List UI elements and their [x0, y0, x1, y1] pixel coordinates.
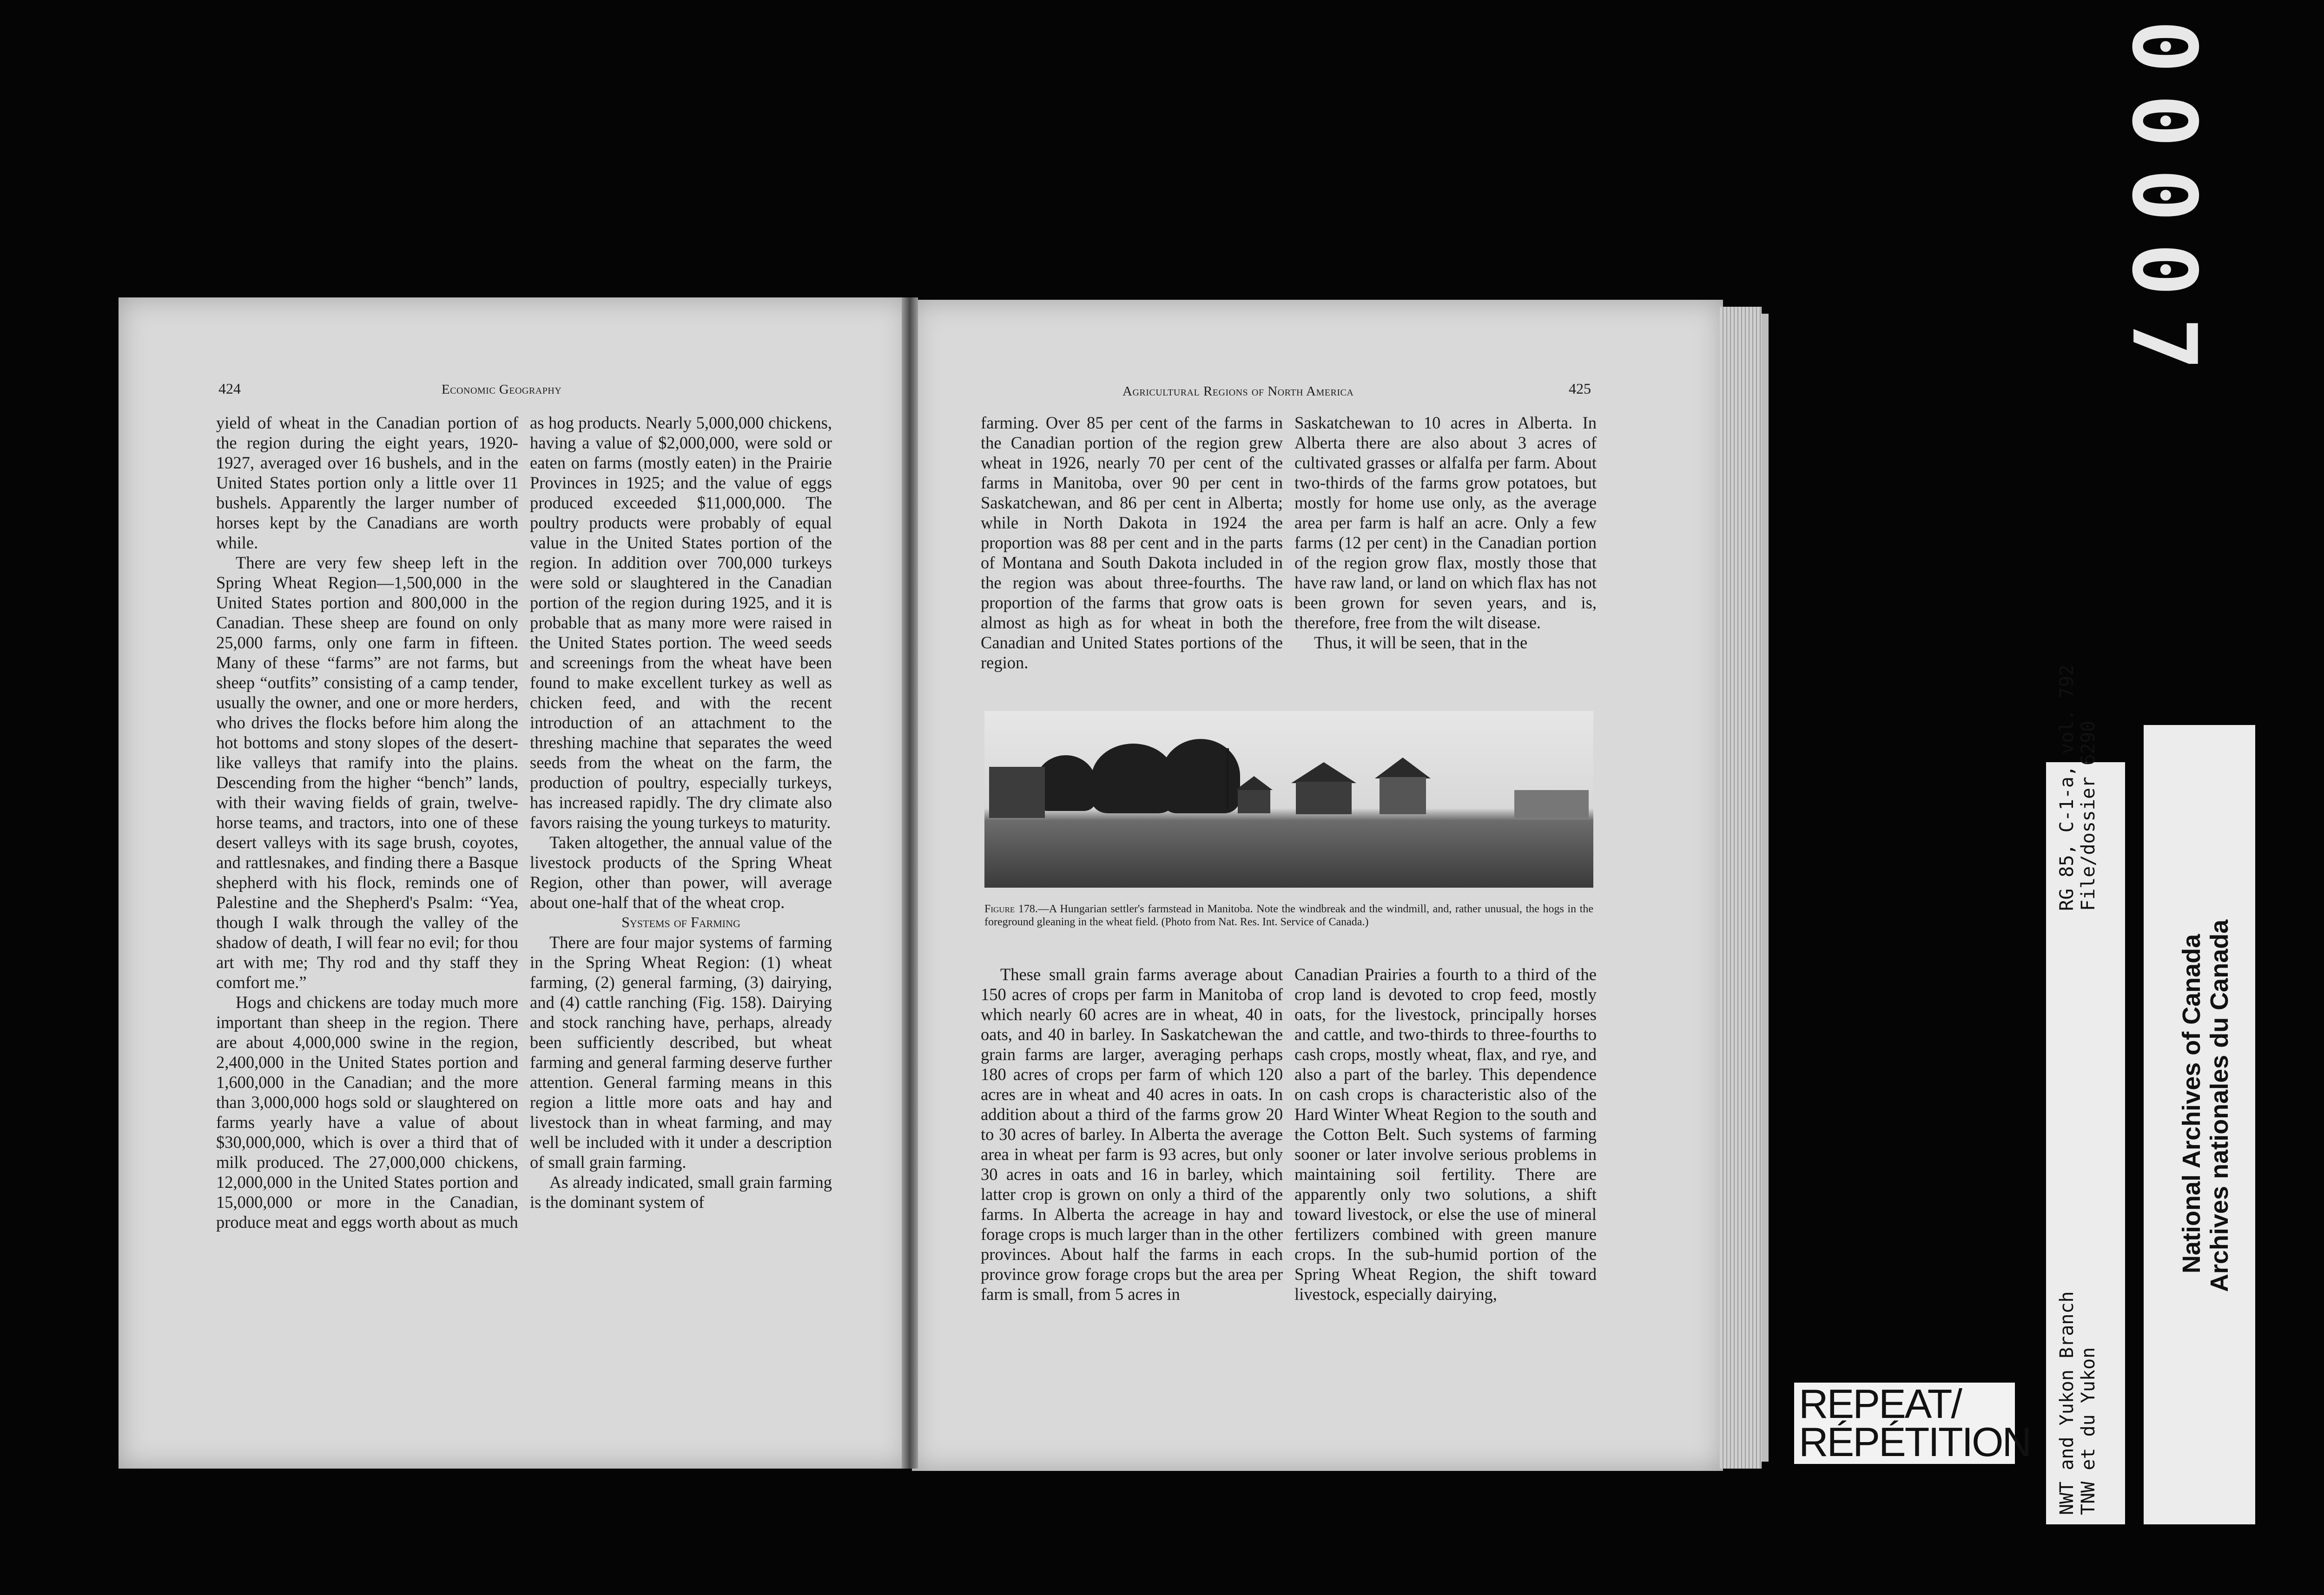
paragraph: These small grain farms average about 150 acres of crops per farm in Manitoba of which nearly 60 acres are in wheat, 40 in oats, and 40 in barley. In Saskatchewan the grain farms are larger, averaging perhaps 180 acres of crops per farm of which 120 acres are in wheat and 40 acres in oats. In addition about a third of the farms grow 20 to 30 acres of barley. In Alberta the average area in wheat per farm is 93 acres, but only 30 acres in oats and 16 in barley, which latter crop is grown on only a third of the farms. In Alberta the acreage in hay and forage crops is much larger than in the other provinces. About half the farms in each province grow forage crops but the area per farm is small, from 5 acres in: [981, 965, 1283, 1304]
book-page-edges: [1720, 307, 1762, 1469]
paragraph: Canadian Prairies a fourth to a third of the crop land is devoted to crop feed, mostly oats, for the livestock, principally horses and cattle, and two-thirds to three-fourths to cash crops, mostly wheat, flax, and rye, and also a part of the barley. This dependence on cash crops is characteristic also of the Hard Winter Wheat Region to the south and the Cotton Belt. Such systems of farming sooner or later involve serious problems in maintaining soil fertility. There are apparently only two solutions, a shift toward livestock, or else the use of mineral fertilizers combined with green manure crops. In the sub-humid portion of the Spring Wheat Region, the shift toward livestock, especially dairying,: [1294, 965, 1597, 1304]
right-page-number: 425: [1569, 380, 1591, 397]
caption-text: —A Hungarian settler's farmstead in Manitoba. Note the windbreak and the windmill, and, rather unusual, the hogs in the foreground gleaning in the wheat field. (Photo from Nat. Res. Int. Service of Canada.): [984, 903, 1593, 928]
paragraph: Saskatchewan to 10 acres in Alberta. In Alberta there are also about 3 acres of cultivated grasses or alfalfa per farm. About two-thirds of the farms grow potatoes, but mostly for home use only, as the average area per farm is half an acre. Only a few farms (12 per cent) in the Canadian portion of the region grow flax, mostly those that have raw land, or land on which flax has not been grown for seven years, and is, therefore, free from the wilt disease.: [1294, 413, 1597, 632]
book-gutter: [902, 297, 918, 1469]
paragraph: Hogs and chickens are today much more important than sheep in the region. There are about 4,000,000 swine in the region, 2,400,000 in the United States portion and 1,600,000 in the Canadian; and the more than 3,000,000 hogs sold or slaughtered on farms yearly have a value of about $30,000,000, which is over a third that of milk produced. The 27,000,000 chickens, 12,000,000 in the United States portion and 15,000,000 or more in the Canadian, produce meat and eggs worth about as much: [216, 993, 518, 1232]
paragraph: There are four major systems of farming in the Spring Wheat Region: (1) wheat farming, (2) general farming, (3) dairying, and (4) cattle ranching (Fig. 158). Dairying and stock ranching have, perhaps, already been sufficiently described, but wheat farming and general farming deserve further attention. General farming means in this region a little more oats and hay and livestock than in wheat farming, and may well be included with it under a description of small grain farming.: [530, 933, 832, 1172]
reference-label-strip: [2046, 665, 2125, 1524]
reference-line-3: NWT and Yukon Branch: [2056, 1291, 2078, 1515]
right-page-column-1-bottom: [981, 964, 1283, 1304]
reference-line-2: File/dossier 6290: [2078, 720, 2099, 911]
frame-number: [2112, 9, 2215, 381]
right-page-column-1-top: [981, 413, 1283, 672]
reference-line-1: RG 85, C-1-a, vol. 792: [2056, 665, 2078, 911]
left-running-head: Economic Geography: [442, 382, 562, 397]
repeat-stamp: [1794, 1381, 2031, 1465]
paragraph: Thus, it will be seen, that in the: [1314, 633, 1528, 652]
left-page-number: 424: [218, 380, 241, 397]
frame-digit: 0: [2112, 94, 2215, 148]
section-heading: Systems of Farming: [621, 914, 740, 930]
paragraph: farming. Over 85 per cent of the farms in the Canadian portion of the region grew wheat in 1926, nearly 70 per cent of the farms in Manitoba, over 90 per cent in Saskatchewan, and 86 per cent in Alberta; while in North Dakota in 1924 the proportion was 88 per cent and in the parts of Montana and South Dakota included in the region was about three-fourths. The proportion of the farms that grow oats is almost as high as for wheat in both the Canadian and United States portions of the region.: [981, 413, 1283, 672]
repeat-stamp-line2: RÉPÉTITION: [1799, 1419, 2031, 1465]
left-page-column-1: [216, 413, 518, 1232]
paragraph: As already indicated, small grain farming is the dominant system of: [530, 1173, 832, 1212]
archive-name-english: National Archives of Canada: [2178, 934, 2205, 1273]
paragraph: There are very few sheep left in the Spring Wheat Region—1,500,000 in the United States portion and 800,000 in the Canadian. These sheep are found on only 25,000 farms, only one farm in fifteen. Many of these “farms” are not farms, but sheep “outfits” consisting of a camp tender, usually the owner, and one or more herders, who drives the flocks before him along the hot bottoms and stony slopes of the desert-like valleys that ramify into the plains. Descending from the higher “bench” lands, with their waving fields of grain, twelve-horse teams, and tractors, into one of these desert valleys with its sage brush, coyotes, and rattlesnakes, and finding there a Basque shepherd with his flock, reminds one of Palestine and the Shepherd's Psalm: “Yea, though I walk through the valley of the shadow of death, I will fear no evil; for thou art with me; Thy rod and thy staff they comfort me.”: [216, 553, 518, 992]
right-page-column-2-top: [1294, 413, 1597, 652]
left-page-column-2: [530, 413, 832, 1212]
archive-label-strip: [2144, 725, 2255, 1524]
right-page-column-2-bottom: [1294, 964, 1597, 1304]
paragraph: yield of wheat in the Canadian portion of the region during the eight years, 1920-1927, averaged over 16 bushels, and in the United States portion only a little over 11 bushels. Apparently the larger number of horses kept by the Canadians are worth while.: [216, 413, 518, 552]
paragraph: as hog products. Nearly 5,000,000 chickens, having a value of $2,000,000, were sold or eaten on farms (mostly eaten) in the Prairie Provinces in 1925; and the value of eggs produced exceeded $11,000,000. The poultry products were probably of equal value in the United States portion of the region. In addition over 700,000 turkeys were sold or slaughtered in the Canadian portion of the region during 1925, and it is probable that as many more were raised in the United States portion. The weed seeds and screenings from the wheat have been found to make excellent turkey as well as chicken feed, and with the recent introduction of an attachment to the threshing machine that separates the weed seeds from the wheat on the farm, the production of poultry, especially turkeys, has increased rapidly. The dry climate also favors raising the young turkeys to maturity.: [530, 413, 832, 832]
figure-caption: [984, 903, 1593, 929]
figure-label: Figure 178.: [984, 903, 1038, 915]
farmstead-photograph: [984, 711, 1593, 888]
paragraph: Taken altogether, the annual value of the livestock products of the Spring Wheat Region, other than power, will average about one-half that of the wheat crop.: [530, 833, 832, 912]
frame-digit: 7: [2112, 317, 2215, 371]
reference-line-4: TNW et du Yukon: [2078, 1347, 2099, 1515]
frame-digit: 0: [2112, 243, 2215, 297]
archive-name-french: Archives nationales du Canada: [2205, 919, 2233, 1292]
repeat-stamp-line1: REPEAT/: [1799, 1381, 1961, 1427]
frame-digit: 0: [2112, 168, 2215, 222]
right-running-head: Agricultural Regions of North America: [1122, 384, 1354, 399]
frame-digit: 0: [2112, 20, 2215, 73]
